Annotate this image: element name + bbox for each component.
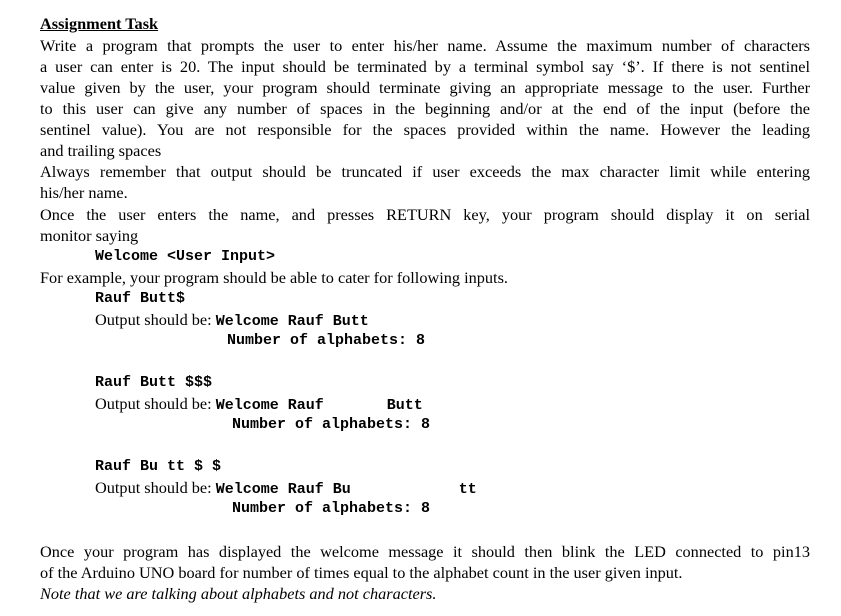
para2-line: Always remember that output should be truncated if user exceeds the max character limit while entering: [40, 162, 810, 181]
para2-line: his/her name.: [40, 183, 128, 202]
para1-line: Write a program that prompts the user to enter his/her name. Assume the maximum number of characters: [40, 36, 810, 55]
example-input: Rauf Butt$: [95, 290, 186, 307]
output-label: Output should be:: [95, 394, 212, 413]
example-output-row: [95, 309, 369, 332]
para1-line: a user can enter is 20. The input should be terminated by a terminal symbol say ‘$’. If there is not sentinel: [40, 57, 810, 76]
example-output: Welcome Rauf Butt: [215, 313, 369, 330]
output-label: Output should be:: [95, 310, 212, 329]
example-count: Number of alphabets: 8: [232, 416, 431, 433]
para4-line: of the Arduino UNO board for number of times equal to the alphabet count in the user given input.: [40, 563, 683, 582]
para3-line: monitor saying: [40, 226, 139, 245]
note-line: Note that we are talking about alphabets and not characters.: [40, 584, 437, 603]
assignment-heading: Assignment Task: [40, 14, 159, 33]
example-output: Welcome Rauf Bu tt: [215, 481, 477, 498]
example-input: Rauf Butt $$$: [95, 374, 213, 391]
para1-line: sentinel value). You are not responsible for the spaces provided within the name. However the leading: [40, 120, 810, 139]
example-count: Number of alphabets: 8: [232, 500, 431, 517]
example-output-row: [95, 393, 423, 416]
para1-line: value given by the user, your program should terminate giving an appropriate message to the user. Further: [40, 78, 810, 97]
output-label: Output should be:: [95, 478, 212, 497]
example-output-row: [95, 477, 477, 500]
example-input: Rauf Bu tt $ $: [95, 458, 222, 475]
example-intro: For example, your program should be able to cater for following inputs.: [40, 268, 508, 287]
example-count: Number of alphabets: 8: [227, 332, 426, 349]
welcome-template: Welcome <User Input>: [95, 248, 276, 265]
example-output: Welcome Rauf Butt: [215, 397, 423, 414]
para3-line: Once the user enters the name, and presses RETURN key, your program should display it on serial: [40, 205, 810, 224]
para4-line: Once your program has displayed the welcome message it should then blink the LED connected to pin13: [40, 542, 810, 561]
para1-line: to this user can give any number of spaces in the beginning and/or at the end of the input (before the: [40, 99, 810, 118]
para1-line: and trailing spaces: [40, 141, 162, 160]
